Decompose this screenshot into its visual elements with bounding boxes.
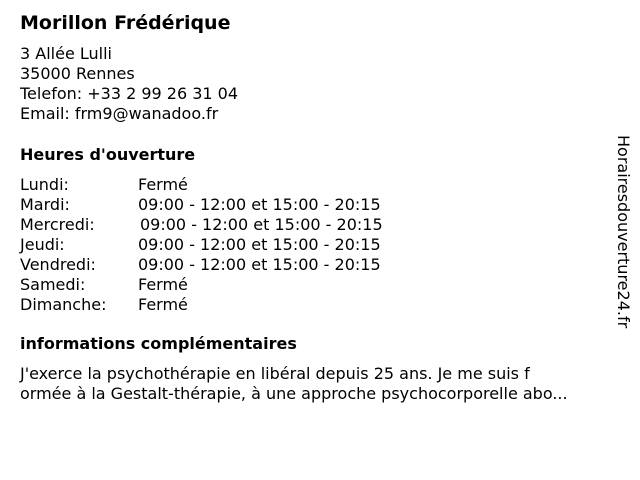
hours-time-value: Fermé [138,175,188,194]
hours-time-value: 09:00 - 12:00 et 15:00 - 20:15 [138,195,381,214]
hours-day-label: Mercredi: [20,215,95,234]
additional-info-heading: informations complémentaires [20,334,297,353]
additional-info-text [20,364,620,404]
description-line: J'exerce la psychothérapie en libéral depuis 25 ans. Je me suis f [20,364,530,383]
hours-time-value: 09:00 - 12:00 et 15:00 - 20:15 [140,215,383,234]
opening-hours-heading: Heures d'ouverture [20,145,196,164]
hours-day-label: Jeudi: [20,235,65,254]
phone-number: Telefon: +33 2 99 26 31 04 [20,84,239,103]
practitioner-name: Morillon Frédérique [20,12,231,34]
hours-time-value: Fermé [138,275,188,294]
address-city: 35000 Rennes [20,64,135,83]
hours-day-label: Dimanche: [20,295,107,314]
address-street: 3 Allée Lulli [20,44,112,63]
hours-time-value: 09:00 - 12:00 et 15:00 - 20:15 [138,235,381,254]
site-watermark: Horairesdouverture24.fr [614,135,633,329]
hours-day-label: Mardi: [20,195,70,214]
hours-day-label: Samedi: [20,275,86,294]
description-line: ormée à la Gestalt-thérapie, à une approche psychocorporelle abo... [20,384,568,403]
hours-time-value: Fermé [138,295,188,314]
contact-block [20,44,238,124]
hours-day-label: Lundi: [20,175,69,194]
hours-time-value: 09:00 - 12:00 et 15:00 - 20:15 [138,255,381,274]
hours-day-label: Vendredi: [20,255,96,274]
email-address: Email: frm9@wanadoo.fr [20,104,219,123]
